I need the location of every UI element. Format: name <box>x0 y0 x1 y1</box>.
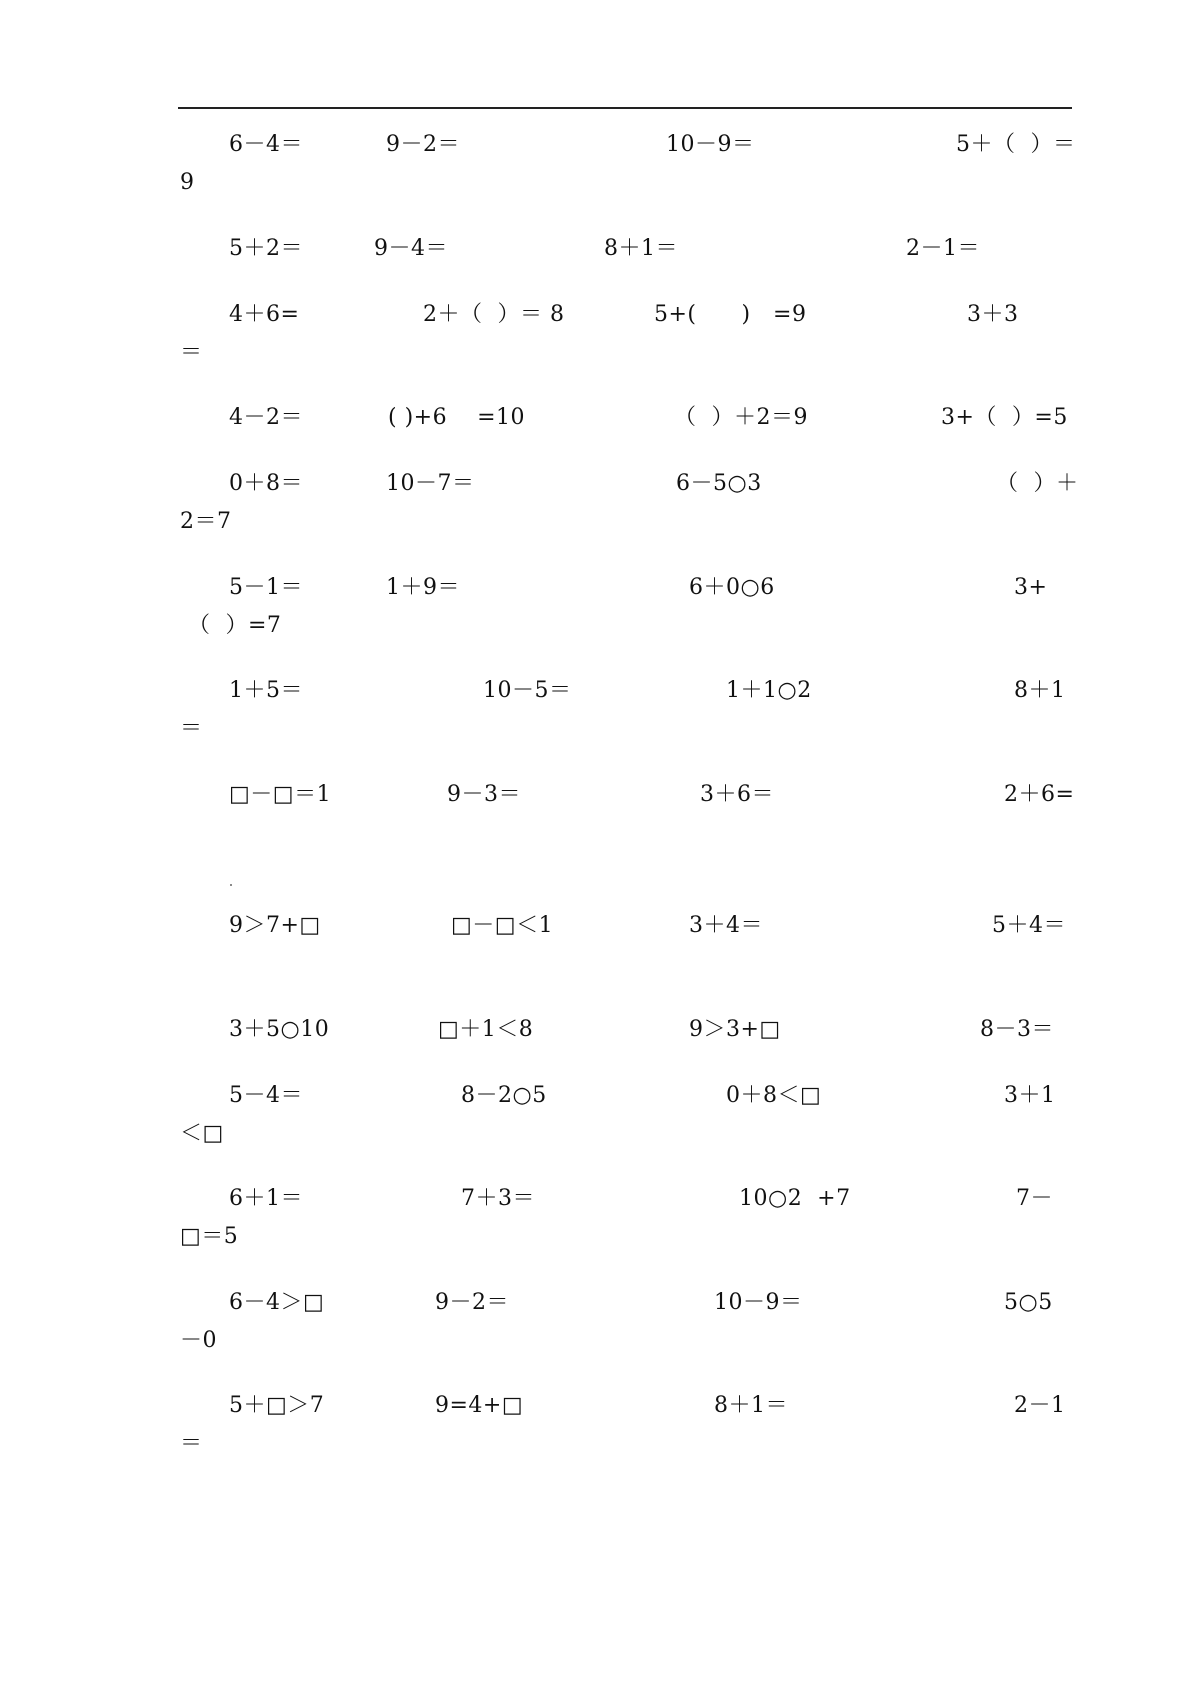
problem-9-4: 5＋4＝ <box>992 913 1066 938</box>
problem-7-3: 1＋1○2 <box>726 678 812 703</box>
problem-13-2: 9－2＝ <box>435 1290 509 1315</box>
problem-1-3: 10－9＝ <box>666 132 755 157</box>
problem-12-1: 6＋1＝ <box>229 1186 303 1211</box>
problem-6-2: 1＋9＝ <box>386 575 460 600</box>
problem-3-3: 5+( ) =9 <box>654 302 807 327</box>
problem-7-2: 10－5＝ <box>483 678 572 703</box>
problem-8-4: 2＋6= <box>1004 782 1075 807</box>
problem-6-3: 6＋0○6 <box>689 575 775 600</box>
problem-1-2: 9－2＝ <box>386 132 460 157</box>
problem-13-1: 6－4＞□ <box>229 1290 325 1315</box>
problem-1-4-wrap: 9 <box>180 170 195 195</box>
problem-6-4: 3+ <box>1014 575 1048 600</box>
problem-6-4-wrap: （ ）=7 <box>188 613 282 638</box>
problem-2-4: 2－1＝ <box>906 236 980 261</box>
problem-5-4: （ ）＋ <box>996 471 1079 496</box>
problem-14-1: 5＋□＞7 <box>229 1393 325 1418</box>
stray-dot <box>230 884 232 886</box>
problem-2-1: 5＋2＝ <box>229 236 303 261</box>
problem-9-1: 9＞7+□ <box>229 913 321 938</box>
problem-14-4: 2－1 <box>1014 1393 1066 1418</box>
problem-11-3: 0＋8＜□ <box>726 1083 822 1108</box>
problem-4-1: 4－2＝ <box>229 405 303 430</box>
problem-1-4: 5＋（ ）＝ <box>956 132 1076 157</box>
problem-9-3: 3＋4＝ <box>689 913 763 938</box>
problem-7-1: 1＋5＝ <box>229 678 303 703</box>
header-rule <box>178 107 1072 109</box>
problem-7-4-wrap: ＝ <box>180 716 203 741</box>
problem-12-3: 10○2 +7 <box>739 1186 851 1211</box>
problem-11-4-wrap: ＜□ <box>180 1121 224 1146</box>
problem-5-4-wrap: 2＝7 <box>180 509 232 534</box>
problem-13-4-wrap: －0 <box>180 1328 217 1353</box>
problem-5-1: 0＋8＝ <box>229 471 303 496</box>
problem-12-2: 7＋3＝ <box>461 1186 535 1211</box>
problem-13-4: 5○5 <box>1004 1290 1053 1315</box>
problem-8-1: □－□＝1 <box>229 782 332 807</box>
problem-10-2: □＋1＜8 <box>438 1017 534 1042</box>
problem-11-4: 3＋1 <box>1004 1083 1056 1108</box>
problem-11-1: 5－4＝ <box>229 1083 303 1108</box>
problem-5-3: 6－5○3 <box>676 471 762 496</box>
problem-3-2: 2＋（ ）＝ 8 <box>423 302 565 327</box>
problem-2-3: 8＋1＝ <box>604 236 678 261</box>
problem-4-2: ( )+6 =10 <box>388 405 525 430</box>
problem-8-2: 9－3＝ <box>447 782 521 807</box>
problem-6-1: 5－1＝ <box>229 575 303 600</box>
problem-11-2: 8－2○5 <box>461 1083 547 1108</box>
problem-8-3: 3＋6＝ <box>700 782 774 807</box>
problem-5-2: 10－7＝ <box>386 471 475 496</box>
problem-14-2: 9=4+□ <box>435 1393 524 1418</box>
problem-2-2: 9－4＝ <box>374 236 448 261</box>
problem-10-1: 3＋5○10 <box>229 1017 330 1042</box>
problem-3-1: 4＋6= <box>229 302 300 327</box>
problem-3-4: 3＋3 <box>967 302 1019 327</box>
problem-10-4: 8－3＝ <box>980 1017 1054 1042</box>
problem-1-1: 6－4＝ <box>229 132 303 157</box>
problem-10-3: 9＞3+□ <box>689 1017 781 1042</box>
problem-7-4: 8＋1 <box>1014 678 1066 703</box>
problem-12-4: 7－ <box>1016 1186 1053 1211</box>
problem-14-3: 8＋1＝ <box>714 1393 788 1418</box>
problem-14-4-wrap: ＝ <box>180 1431 203 1456</box>
problem-12-4-wrap: □＝5 <box>180 1224 239 1249</box>
problem-4-3: （ ）＋2＝9 <box>674 405 808 430</box>
problem-4-4: 3+（ ）=5 <box>941 405 1068 430</box>
problem-13-3: 10－9＝ <box>714 1290 803 1315</box>
problem-3-4-wrap: ＝ <box>180 340 203 365</box>
problem-9-2: □－□＜1 <box>451 913 554 938</box>
